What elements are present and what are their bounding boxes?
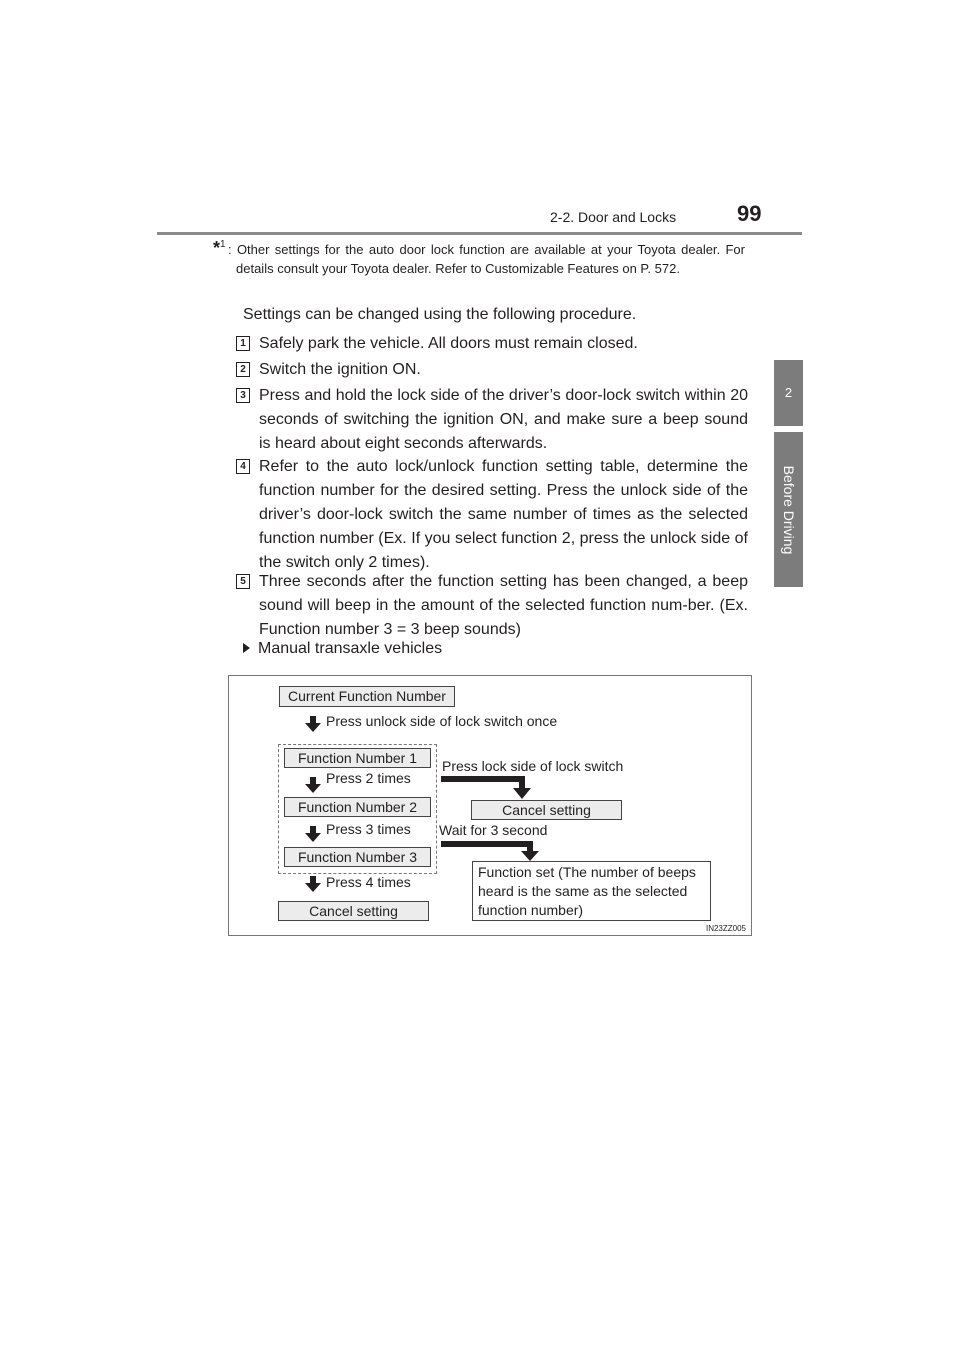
setting-flow-diagram xyxy=(228,675,752,936)
step-1 xyxy=(236,332,748,356)
instruction-label: Wait for 3 second xyxy=(439,822,548,838)
step-4 xyxy=(236,455,748,575)
footnote-text: : Other settings for the auto door lock function are available at your Toyota dealer. For details consult your Toyota dealer. Refer to Customizable Features on P. 572. xyxy=(228,242,745,276)
section-title: 2-2. Door and Locks xyxy=(550,209,677,225)
step-number: 2 xyxy=(236,362,250,377)
step-number: 3 xyxy=(236,388,250,403)
function-number-3-box: Function Number 3 xyxy=(284,847,431,867)
down-arrow-icon xyxy=(305,716,321,732)
function-number-1-box: Function Number 1 xyxy=(284,748,431,768)
down-arrow-icon xyxy=(305,876,321,892)
footnote xyxy=(213,238,745,278)
step-number: 5 xyxy=(236,574,250,589)
step-2 xyxy=(236,358,748,382)
chapter-tab xyxy=(774,432,803,587)
step-text: Switch the ignition ON. xyxy=(259,361,421,378)
step-text: Press and hold the lock side of the driver’s door-lock switch within 20 seconds of switching the ignition ON, and make sure a beep sound is heard about eight seconds afterwards. xyxy=(259,387,748,452)
step-text: Three seconds after the function setting has been changed, a beep sound will beep in the amount of the selected function num-ber. (Ex. Function number 3 = 3 beep sounds) xyxy=(259,573,748,638)
triangle-bullet-icon xyxy=(243,643,250,653)
chapter-tab-label: Before Driving xyxy=(780,465,797,554)
bent-arrow-icon xyxy=(441,841,539,861)
instruction-label: Press unlock side of lock switch once xyxy=(326,713,558,729)
step-3 xyxy=(236,384,748,456)
footnote-marker: *$^1$ xyxy=(213,238,226,258)
bullet-heading xyxy=(243,640,442,658)
bent-arrow-icon xyxy=(441,776,531,799)
instruction-label: Press 2 times xyxy=(326,770,411,786)
page-number: 99 xyxy=(737,201,762,226)
function-number-2-box: Function Number 2 xyxy=(284,797,431,817)
function-set-box: Function set (The number of beeps heard is the same as the selected function number) xyxy=(472,861,711,921)
instruction-label: Press 3 times xyxy=(326,821,411,837)
intro-text: Settings can be changed using the following procedure. xyxy=(243,306,637,323)
chapter-tab-number: 2 xyxy=(774,360,803,426)
header-rule xyxy=(157,232,802,235)
step-text: Safely park the vehicle. All doors must remain closed. xyxy=(259,335,638,352)
step-5 xyxy=(236,570,748,642)
step-text: Refer to the auto lock/unlock function setting table, determine the function number for the desired setting. Press the unlock side of the driver’s door-lock switch the same number of times as the selected function number (Ex. If you select function 2, press the unlock side of the switch only 2 times). xyxy=(259,458,748,571)
instruction-label: Press 4 times xyxy=(326,874,411,890)
step-number: 4 xyxy=(236,459,250,474)
current-function-box: Current Function Number xyxy=(279,686,455,707)
instruction-label: Press lock side of lock switch xyxy=(442,758,624,774)
illustration-code: IN23ZZ005 xyxy=(705,924,746,933)
cancel-setting-box: Cancel setting xyxy=(278,901,429,921)
bullet-text: Manual transaxle vehicles xyxy=(258,640,443,657)
step-number: 1 xyxy=(236,336,250,351)
cancel-setting-box: Cancel setting xyxy=(471,800,622,820)
